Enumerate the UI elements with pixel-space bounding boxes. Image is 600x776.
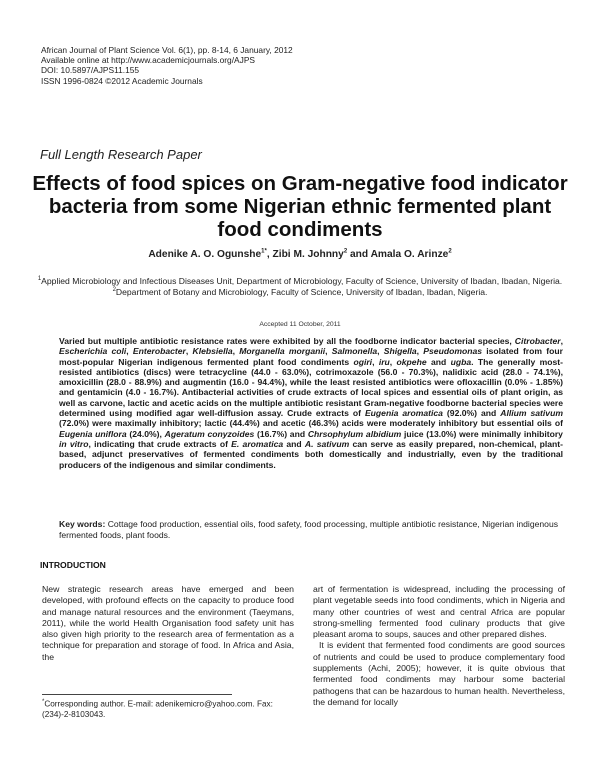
abstract-species-name: Chrsophylum albidium xyxy=(307,428,402,439)
abstract xyxy=(59,336,563,470)
abstract-text: , xyxy=(325,346,332,357)
abstract-species-name: okpehe xyxy=(396,356,427,367)
author-list: Adenike A. O. Ogunshe$^{1*}$, Zibi M. Johnny$^2$ and Amala O. Arinze$^2$ xyxy=(148,248,452,260)
intro-paragraph: It is evident that fermented food condiments are good sources of nutrients and could be used to produce complementary food supplements (Achi, 2005); however, it is quite obvious that fermented food condiments may harbour some bacterial pathogens that can be hazardous to human health. Nevertheless, the demand for locally xyxy=(313,640,565,707)
abstract-text: (24.0%), xyxy=(126,428,165,439)
abstract-species-name: Eugenia uniflora xyxy=(59,428,127,439)
keywords-label: Key words: xyxy=(59,519,106,529)
abstract-species-name: Morganella morganii xyxy=(239,346,326,357)
affiliation-mark: 2 xyxy=(112,286,116,293)
abstract-text: , xyxy=(372,356,379,367)
body-column-right xyxy=(313,584,565,708)
abstract-species-name: Shigella xyxy=(383,346,417,357)
abstract-species-name: ugba xyxy=(450,356,472,367)
journal-header xyxy=(41,45,293,86)
abstract-text: , xyxy=(389,356,397,367)
author-affiliation-mark: 2 xyxy=(448,248,452,255)
intro-paragraph: art of fermentation is widespread, including the processing of plant vegetable seeds into food condiments, which in Nigeria and many other countries of west and central Africa are popular strong-smelling fermented food culinary products that give pleasant aroma to soups, sauces and other prepared dishes. xyxy=(313,584,565,640)
abstract-text: can serve as easily prepared, non-chemical, plant-based, adjunct preservatives of fermented condiments both domestically and industrially, even by the traditional producers of the indigenous and similar condiments. xyxy=(59,438,563,470)
abstract-species-name: A. sativum xyxy=(304,438,350,449)
keywords-text: Cottage food production, essential oils, food safety, food processing, multiple antibiotic resistance, Nigerian indigenous fermented foods, plant foods. xyxy=(59,519,559,540)
intro-paragraph: New strategic research areas have emerged and been developed, with profound effects on the capacity to produce food and manage natural resources and the environment (Taeymans, 2011), while the world Health Organisation food safety unit has also given high priority to the research area of fermentation as a technique for preparation and storage of food. In Africa and Asia, the xyxy=(42,584,294,662)
abstract-species-name: Salmonella xyxy=(331,346,378,357)
author-name: Zibi M. Johnny xyxy=(272,249,344,260)
journal-doi: DOI: 10.5897/AJPS11.155 xyxy=(41,65,140,76)
abstract-species-name: iru xyxy=(378,356,390,367)
corresponding-author-footnote xyxy=(42,697,297,721)
abstract-text: , xyxy=(185,346,193,357)
abstract-species-name: Enterobacter xyxy=(132,346,186,357)
accepted-date: Accepted 11 October, 2011 xyxy=(259,321,341,328)
abstract-text: , xyxy=(232,346,240,357)
footnote-mark: * xyxy=(42,699,45,705)
abstract-text: Varied but multiple antibiotic resistance rates were exhibited by all the foodborne indicator bacterial species, xyxy=(59,336,515,346)
journal-availability: Available online at http://www.academicjournals.org/AJPS xyxy=(41,55,255,66)
abstract-species-name: Eugenia aromatica xyxy=(364,408,443,419)
abstract-text: . The generally most-resisted antibiotics (discs) were tetracycline (44.0 - 63.0%), cotrimoxazole (56.0 - 70.3%), nalidixic acid (28.0 - 74.1%), amoxicillin (28.0 - 88.9%) and augmentin (16.0 - 94.4%), while the least resisted antibiotics were ofloxacillin (0.0% - 1.85%) and gentamicin (4.0 - 16.7%). Antibacterial activities of crude extracts of local spices and essential oils of plant origin, as well as carvone, lactic and acetic acids on the multiple antibiotic resistant Gram-negative foodborne bacterial species were determined using modified agar well-diffusion assay. Crude extracts of xyxy=(59,356,563,419)
abstract-species-name: Ageratum conyzoides xyxy=(164,428,255,439)
affiliation-text: Department of Botany and Microbiology, Faculty of Science, University of Ibadan, Ibadan, Nigeria. xyxy=(115,286,488,297)
abstract-text: and xyxy=(283,438,305,449)
paper-type: Full Length Research Paper xyxy=(40,147,202,162)
footnote-divider xyxy=(42,694,232,695)
author-affiliation-mark: 2 xyxy=(343,248,348,255)
body-column-left xyxy=(42,584,294,663)
affiliations xyxy=(30,276,570,297)
abstract-species-name: Escherichia coli xyxy=(59,346,127,357)
abstract-text: , indicating that crude extracts of xyxy=(88,438,232,449)
abstract-species-name: E. aromatica xyxy=(231,438,284,449)
abstract-text: , xyxy=(560,336,563,346)
abstract-text: juice (13.0%) were minimally inhibitory xyxy=(401,428,563,439)
abstract-species-name: Klebsiella xyxy=(192,346,233,357)
abstract-text: (72.0%) were maximally inhibitory; lactic (44.4%) and acetic (46.3%) acids were moderately inhibitory but essential oils of xyxy=(59,418,563,429)
paper-title: Effects of food spices on Gram-negative food indicator bacteria from some Nigerian ethnic fermented plant food condiments xyxy=(32,172,568,241)
author-affiliation-mark: 1* xyxy=(261,248,267,255)
abstract-species-name: in vitro xyxy=(59,438,89,449)
abstract-text: isolated from four most-popular Nigerian indigenous fermented plant food condiments xyxy=(59,346,563,367)
abstract-species-name: ogiri xyxy=(353,356,373,367)
abstract-text: , xyxy=(416,346,424,357)
affiliation-mark: 1 xyxy=(37,276,42,283)
abstract-text: (92.0%) and xyxy=(442,408,501,419)
journal-citation: African Journal of Plant Science Vol. 6(1), pp. 8-14, 6 January, 2012 xyxy=(41,45,293,55)
author-name: Adenike A. O. Ogunshe xyxy=(148,249,262,260)
abstract-text: (16.7%) and xyxy=(254,428,308,439)
affiliation-text: Applied Microbiology and Infectious Diseases Unit, Department of Microbiology, Faculty of Science, University of Ibadan, Ibadan, Nigeria. xyxy=(41,276,563,286)
abstract-text: and xyxy=(426,356,451,367)
abstract-species-name: Pseudomonas xyxy=(423,346,483,357)
abstract-text: , xyxy=(377,346,384,357)
abstract-text: , xyxy=(126,346,133,357)
keywords xyxy=(59,519,563,540)
journal-issn: ISSN 1996-0824 ©2012 Academic Journals xyxy=(41,75,203,86)
abstract-species-name: Citrobacter xyxy=(514,336,561,346)
affiliation xyxy=(30,287,570,298)
introduction-heading: INTRODUCTION xyxy=(40,560,106,570)
footnote-text: Corresponding author. E-mail: adenikemicro@yahoo.com. Fax: (234)-2-8103043. xyxy=(42,699,273,720)
author-name: Amala O. Arinze xyxy=(370,249,449,260)
affiliation xyxy=(30,276,570,287)
abstract-species-name: Allium sativum xyxy=(500,408,563,419)
